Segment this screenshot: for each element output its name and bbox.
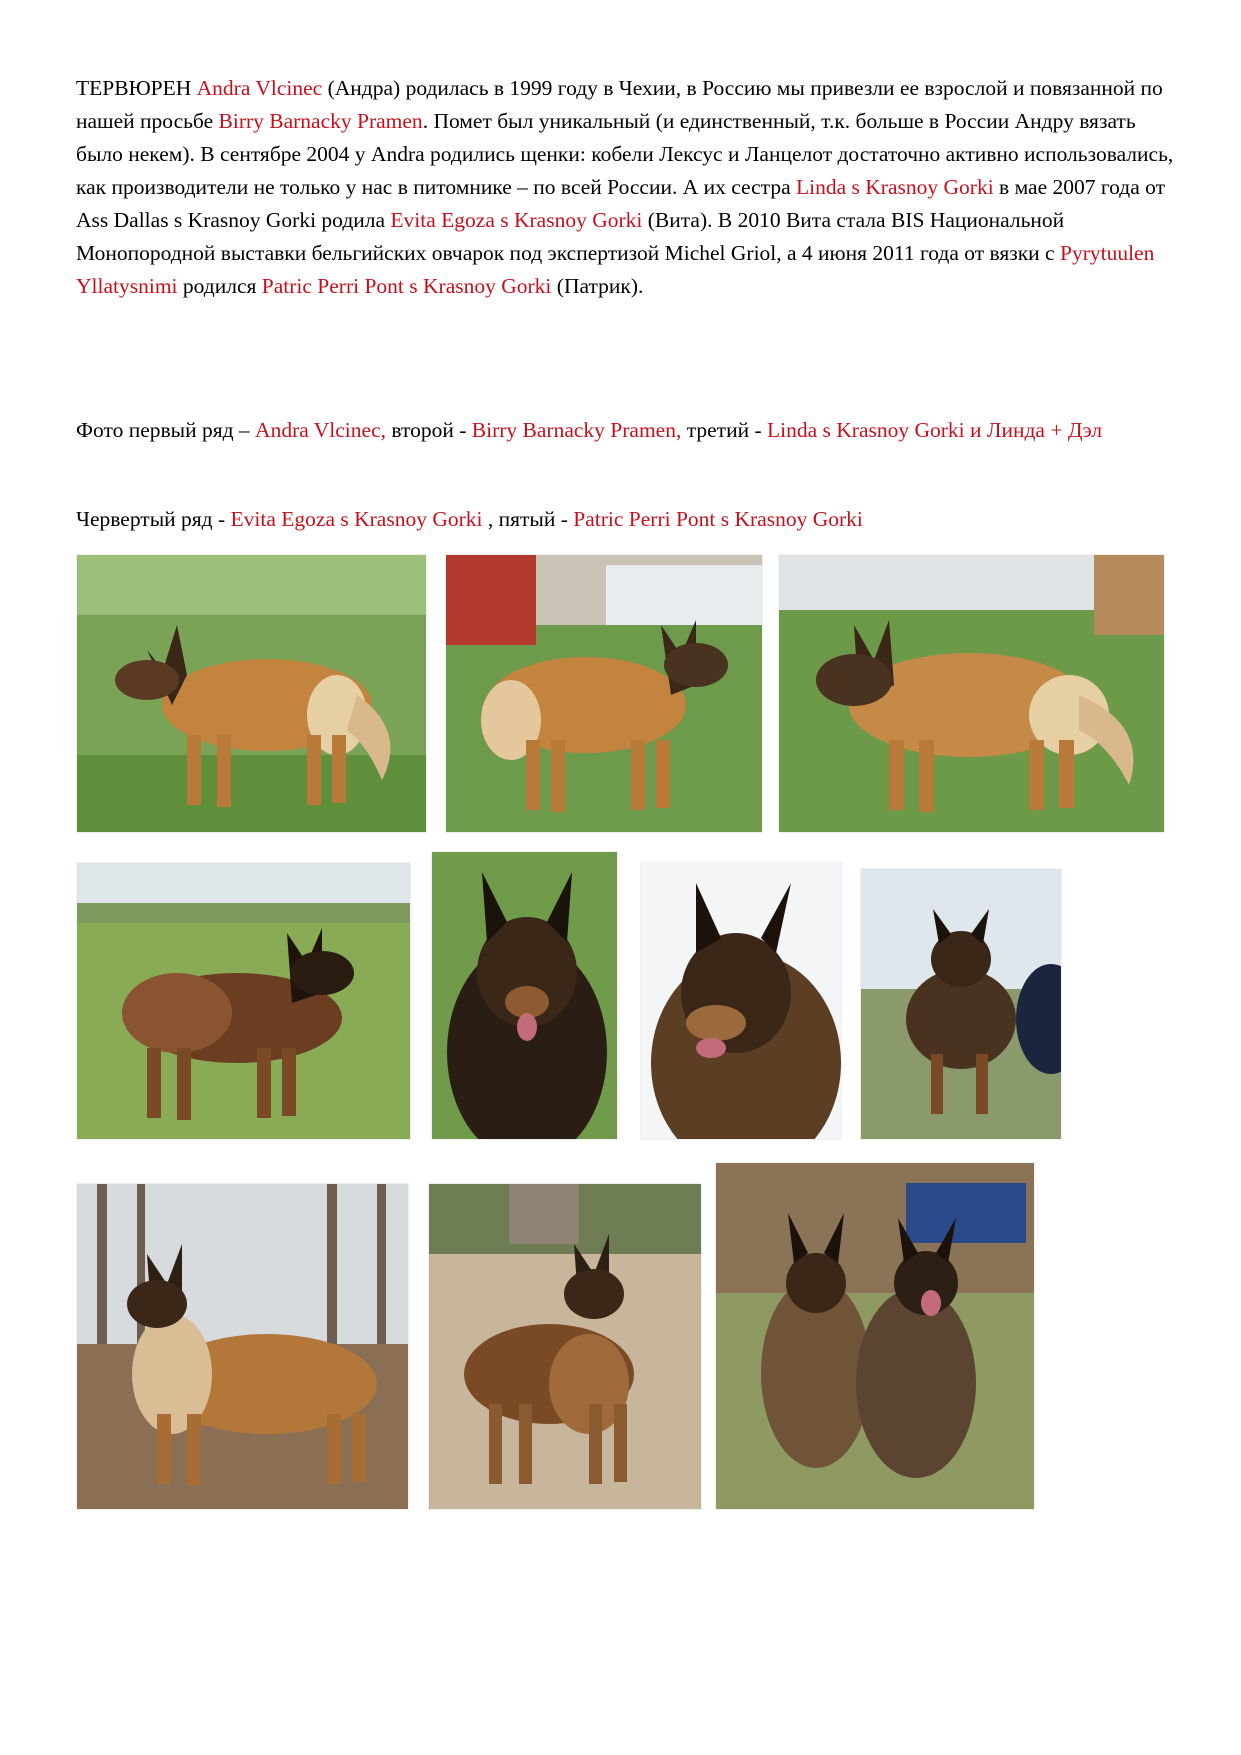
intro-text-4: в мае 2007 года от Ass Dallas s Krasnoy Gorki родила bbox=[76, 175, 1165, 232]
photo-birry-standing bbox=[77, 863, 410, 1139]
photo-linda-yard bbox=[429, 1184, 701, 1509]
caption-dog-name: Linda s Krasnoy Gorki и Линда + Дэл bbox=[767, 418, 1103, 442]
photo-birry-head-2 bbox=[641, 863, 841, 1139]
photo-caption-rows-4-5 bbox=[76, 503, 1176, 536]
intro-text-5: (Вита). В 2010 Вита стала BIS Национальной Монопородной выставки бельгийских овчарок под экспертизой Michel Griol, а 4 июня 2011 года от вязки с bbox=[76, 208, 1065, 265]
dog-name-birry: Birry Barnacky Pramen bbox=[218, 109, 423, 133]
dog-name-pyrytuulen: Pyrytuulen Yllatysnimi bbox=[76, 241, 1155, 298]
intro-text-2: (Андра) родилась в 1999 году в Чехии, в Россию мы привезли ее взрослой и повязанной по нашей просьбе bbox=[76, 76, 1163, 133]
intro-text-6: родился bbox=[177, 274, 262, 298]
caption-text: третий - bbox=[681, 418, 767, 442]
photo-andra-standing-3 bbox=[779, 555, 1164, 832]
dog-name-evita: Evita Egoza s Krasnoy Gorki bbox=[390, 208, 643, 232]
caption-dog-name: Patric Perri Pont s Krasnoy Gorki bbox=[573, 507, 863, 531]
photo-andra-standing-2 bbox=[446, 555, 762, 832]
dog-name-linda: Linda s Krasnoy Gorki bbox=[796, 175, 994, 199]
caption-text: Фото первый ряд – bbox=[76, 418, 256, 442]
caption-dog-name: Andra Vlcinec, bbox=[255, 418, 386, 442]
dog-name-patric: Patric Perri Pont s Krasnoy Gorki bbox=[261, 274, 552, 298]
intro-text-3: . Помет был уникальный (и единственный, т.к. больше в России Андру вязать было некем). В сентябре 2004 у Andra родились щенки: кобели Лексус и Ланцелот достаточно активно использовались, как производители не только у нас в питомнике – по всей России. А их сестра bbox=[76, 109, 1174, 199]
caption-dog-name: Evita Egoza s Krasnoy Gorki bbox=[230, 507, 483, 531]
photo-birry-standing-snow bbox=[861, 869, 1061, 1139]
photo-caption-rows-1-3 bbox=[76, 414, 1176, 447]
intro-text-1: ТЕРВЮРЕН bbox=[76, 76, 197, 100]
photo-linda-and-del bbox=[716, 1163, 1034, 1509]
photo-linda-forest bbox=[77, 1184, 408, 1509]
photo-birry-head-1 bbox=[432, 852, 617, 1139]
dog-name-andra: Andra Vlcinec bbox=[196, 76, 323, 100]
caption-text: второй - bbox=[386, 418, 472, 442]
caption-text: , пятый - bbox=[482, 507, 574, 531]
intro-text-7: (Патрик). bbox=[551, 274, 644, 298]
photo-andra-standing-1 bbox=[77, 555, 426, 832]
intro-paragraph bbox=[76, 72, 1176, 303]
caption-dog-name: Birry Barnacky Pramen, bbox=[471, 418, 682, 442]
caption-text: Червертый ряд - bbox=[76, 507, 231, 531]
